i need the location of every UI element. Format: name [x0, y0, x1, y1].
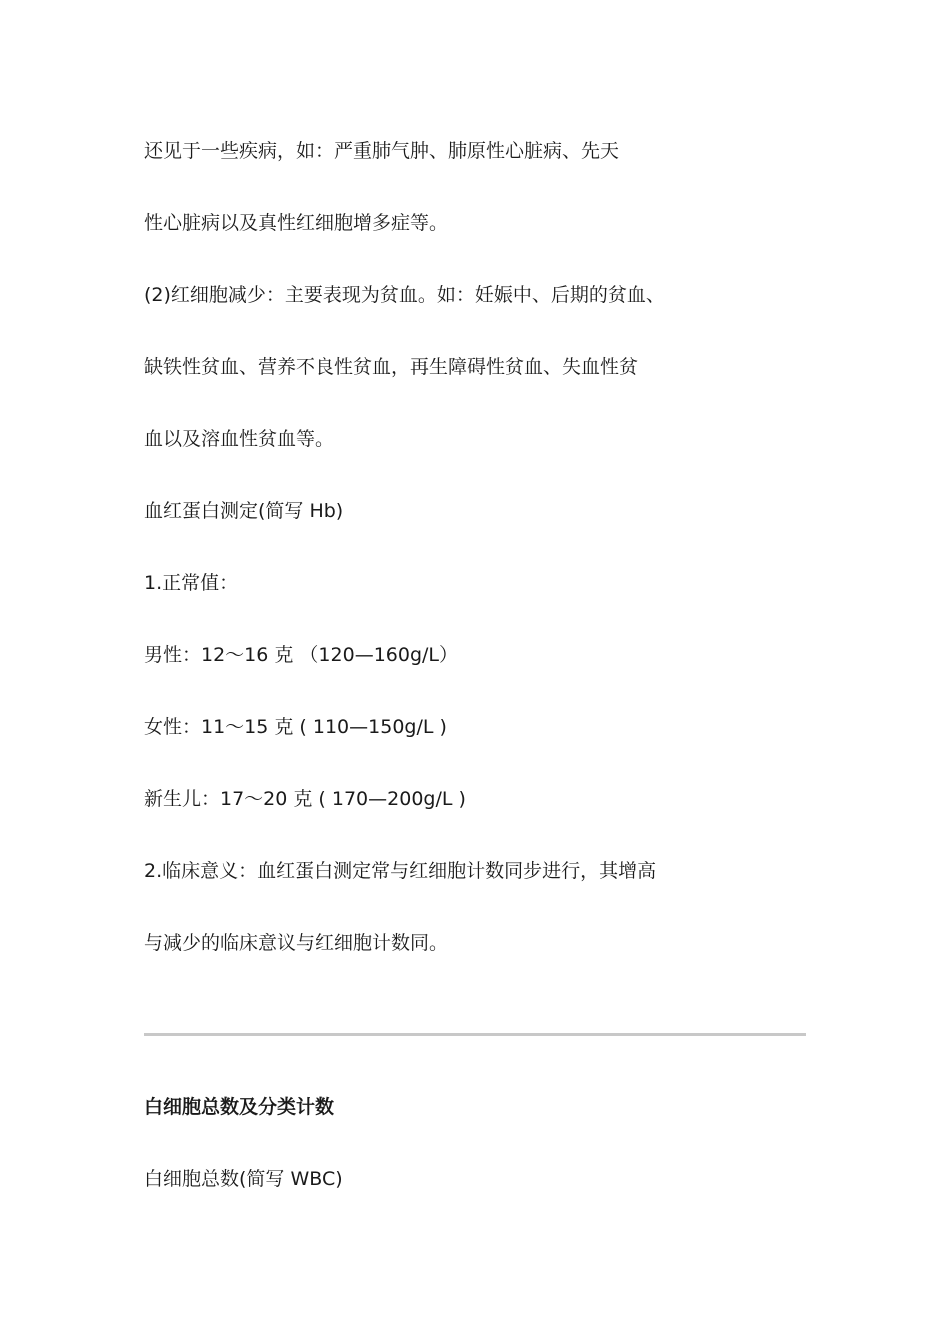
section-divider	[144, 1033, 806, 1036]
text-line: 缺铁性贫血、营养不良性贫血，再生障碍性贫血、失血性贫	[144, 356, 639, 378]
text-line: 与减少的临床意议与红细胞计数同。	[144, 932, 449, 954]
text-line: 2.临床意义：血红蛋白测定常与红细胞计数同步进行，其增高	[144, 860, 657, 882]
text-line: 女性：11～15 克 ( 110—150g/L )	[144, 716, 447, 738]
text-line: 新生儿：17～20 克 ( 170—200g/L )	[144, 788, 466, 810]
text-line: (2)红细胞减少：主要表现为贫血。如：妊娠中、后期的贫血、	[144, 284, 665, 306]
section-subheading: 白细胞总数(简写 WBC)	[144, 1168, 343, 1190]
text-line: 还见于一些疾病，如：严重肺气肿、肺原性心脏病、先天	[144, 140, 620, 162]
text-line: 1.正常值：	[144, 572, 239, 594]
text-line: 血红蛋白测定(简写 Hb)	[144, 500, 344, 522]
section-heading: 白细胞总数及分类计数	[144, 1096, 335, 1118]
text-line: 血以及溶血性贫血等。	[144, 428, 335, 450]
text-line: 男性：12～16 克 （120—160g/L）	[144, 644, 459, 666]
text-line: 性心脏病以及真性红细胞增多症等。	[144, 212, 449, 234]
